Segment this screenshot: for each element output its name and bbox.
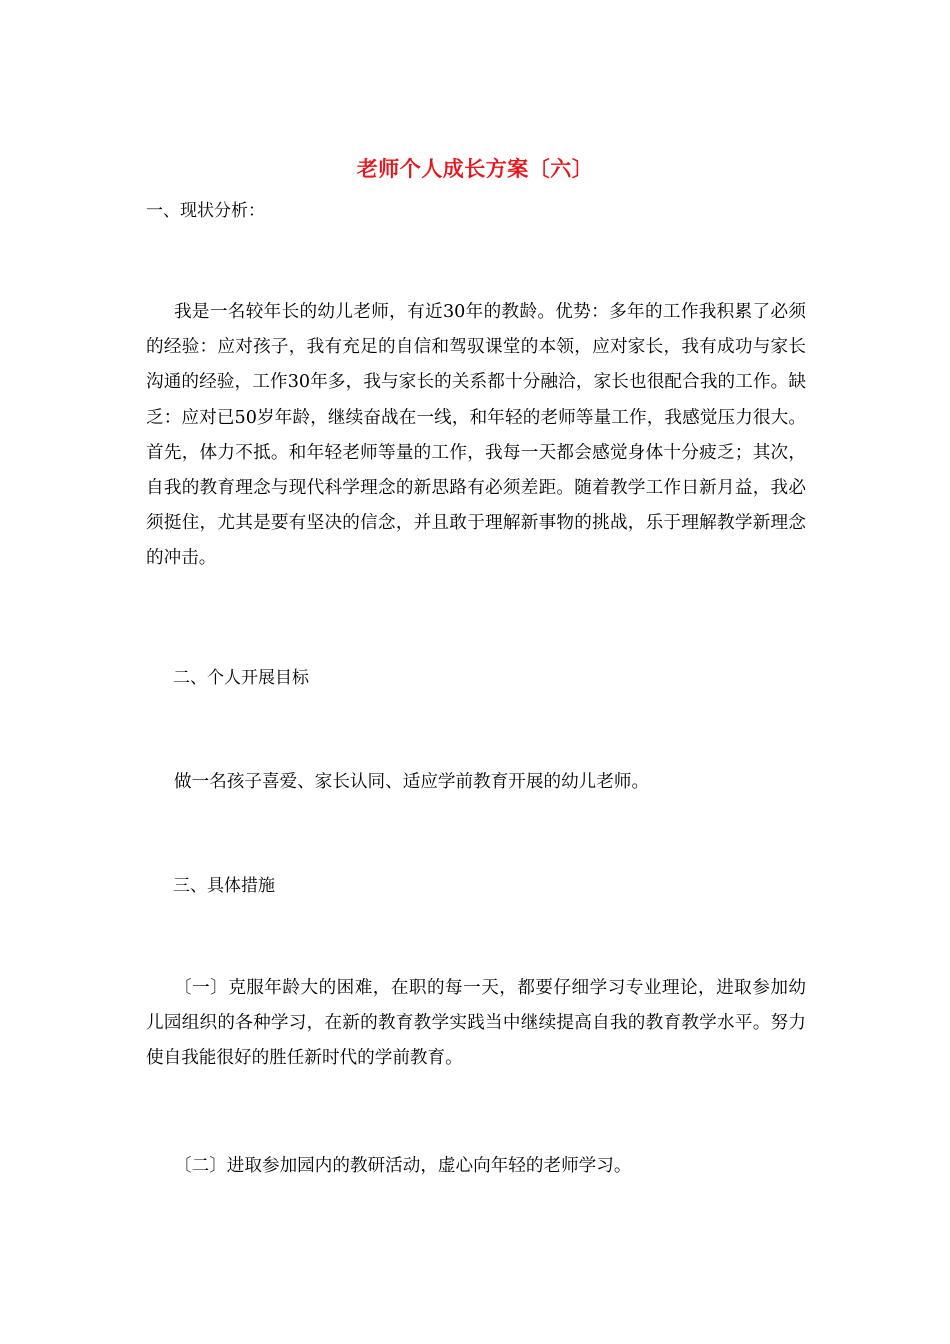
paragraph-measure-one: 〔一〕克服年龄大的困难，在职的每一天，都要仔细学习专业理论，进取参加幼儿园组织的各种学习，在新的教育教学实践当中继续提高自我的教育教学水平。努力使自我能很好的胜任新时代的学前教育。 (146, 978, 806, 1069)
paragraph-measure-two: 〔二〕进取参加园内的教研活动，虚心向年轻的老师学习。 (174, 1156, 632, 1176)
paragraph-personal-goals: 做一名孩子喜爱、家长认同、适应学前教育开展的幼儿老师。 (174, 772, 650, 792)
section-heading-specific-measures: 三、具体措施 (173, 876, 275, 896)
section-heading-personal-goals: 二、个人开展目标 (173, 668, 309, 688)
paragraph-status-analysis: 我是一名较年长的幼儿老师，有近30年的教龄。优势：多年的工作我积累了必须的经验：应对孩子，我有充足的自信和驾驭课堂的本领，应对家长，我有成功与家长沟通的经验，工作30年多，我与家长的关系都十分融洽，家长也很配合我的工作。缺乏：应对已50岁年龄，继续奋战在一线，和年轻的老师等量工作，我感觉压力很大。首先，体力不抵。和年轻老师等量的工作，我每一天都会感觉身体十分疲乏；其次，自我的教育理念与现代科学理念的新思路有必须差距。随着教学工作日新月益，我必须挺住，尤其是要有坚决的信念，并且敢于理解新事物的挑战，乐于理解教学新理念的冲击。 (146, 302, 806, 569)
document-title: 老师个人成长方案〔六〕 (356, 156, 594, 181)
section-heading-status-analysis: 一、现状分析： (146, 201, 265, 221)
